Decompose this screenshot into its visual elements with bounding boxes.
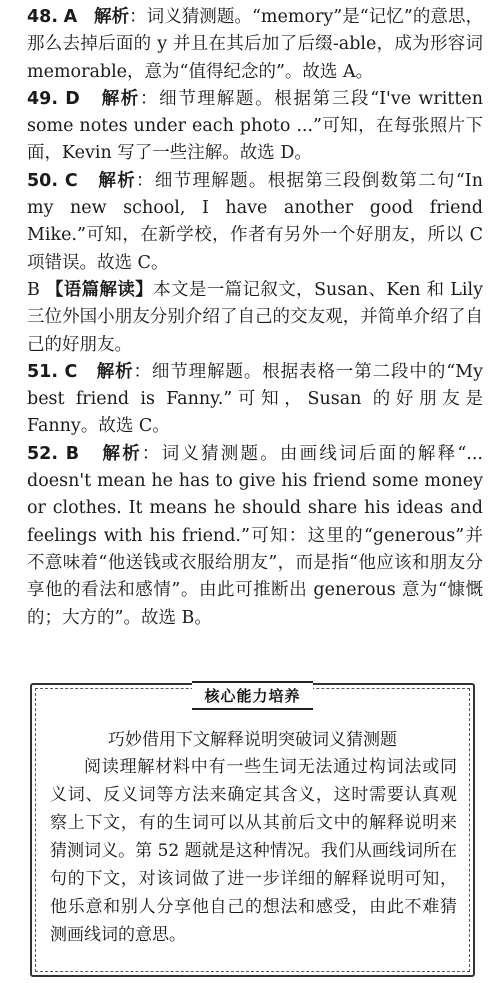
answer-item-50 bbox=[27, 168, 483, 277]
analysis-label: 解析 bbox=[94, 7, 130, 27]
analysis-text: ：细节理解题。根据第三段“I've written some notes under each photo ...”可知，在每张照片下面，Kevin 写了一些注解。故选 D。 bbox=[27, 88, 483, 164]
analysis-text: ：细节理解题。根据表格一第二段中的“My best friend is Fanny.”可知，Susan 的好朋友是 Fanny。故选 C。 bbox=[27, 361, 483, 437]
analysis-label: 解析 bbox=[102, 443, 142, 464]
answer-item-51 bbox=[27, 359, 483, 441]
ability-box bbox=[30, 683, 475, 977]
analysis-label: 解析 bbox=[98, 170, 137, 191]
analysis-text: ：词义猜测题。“memory”是“记忆”的意思，那么去掉后面的 y 并且在其后加了后缀-able，成为形容词 memorable，意为“值得纪念的”。故选 A。 bbox=[27, 7, 483, 82]
analysis-label: 解析 bbox=[101, 88, 140, 109]
answer-list bbox=[27, 4, 483, 632]
analysis-text: ：细节理解题。根据第三段倒数第二句“In my new school, I have another good friend Mike.”可知，在新学校，作者有另外一个好朋友，所以 C 项错误。故选 C。 bbox=[27, 170, 483, 273]
section-tag: 【语篇解读】 bbox=[45, 279, 154, 300]
answer-letter: A bbox=[63, 7, 78, 27]
section-b-summary bbox=[27, 277, 483, 359]
answer-letter: C bbox=[64, 361, 78, 382]
answer-letter: D bbox=[65, 88, 80, 109]
answer-item-49 bbox=[27, 86, 483, 168]
answer-letter: B bbox=[65, 443, 80, 464]
box-heading: 巧妙借用下文解释说明突破词义猜测题 bbox=[108, 730, 397, 750]
section-letter: B bbox=[27, 279, 40, 300]
question-number: 52. bbox=[27, 443, 59, 464]
answer-item-48 bbox=[27, 4, 483, 86]
box-body: 阅读理解材料中有一些生词无法通过构词法或同义词、反义词等方法来确定其含义，这时需要认真观察上下文，有的生词可以从其前后文中的解释说明来猜测词义。第 52 题就是这种情况。我们从画线词所在句的下文，对该词做了进一步详细的解释说明可知，他乐意和别人分享他自己的想法和感受，由此不难猜测画线词的意思。 bbox=[50, 757, 457, 945]
analysis-text: ：词义猜测题。由画线词后面的解释“... doesn't mean he has to give his friend some money or clothes. It means he should share his ideas and feelings with his friend.”可知：这里的“generous”并不意味着“他送钱或衣服给朋友”，而是指“他应该和朋友分享他的看法和感情”。由此可推断出 generous 意为“慷慨的；大方的”。故选 B。 bbox=[27, 443, 483, 628]
box-title-wrap bbox=[32, 681, 473, 710]
question-number: 49. bbox=[27, 88, 59, 109]
question-number: 48. bbox=[27, 7, 59, 27]
answer-letter: C bbox=[64, 170, 78, 191]
section-text: 本文是一篇记叙文，Susan、Ken 和 Lily 三位外国小朋友分别介绍了自己的交友观，并简单介绍了自己的好朋友。 bbox=[27, 279, 483, 355]
analysis-label: 解析 bbox=[96, 361, 134, 382]
question-number: 50. bbox=[27, 170, 59, 191]
box-title: 核心能力培养 bbox=[192, 681, 312, 710]
answer-item-52 bbox=[27, 441, 483, 632]
question-number: 51. bbox=[27, 361, 59, 382]
